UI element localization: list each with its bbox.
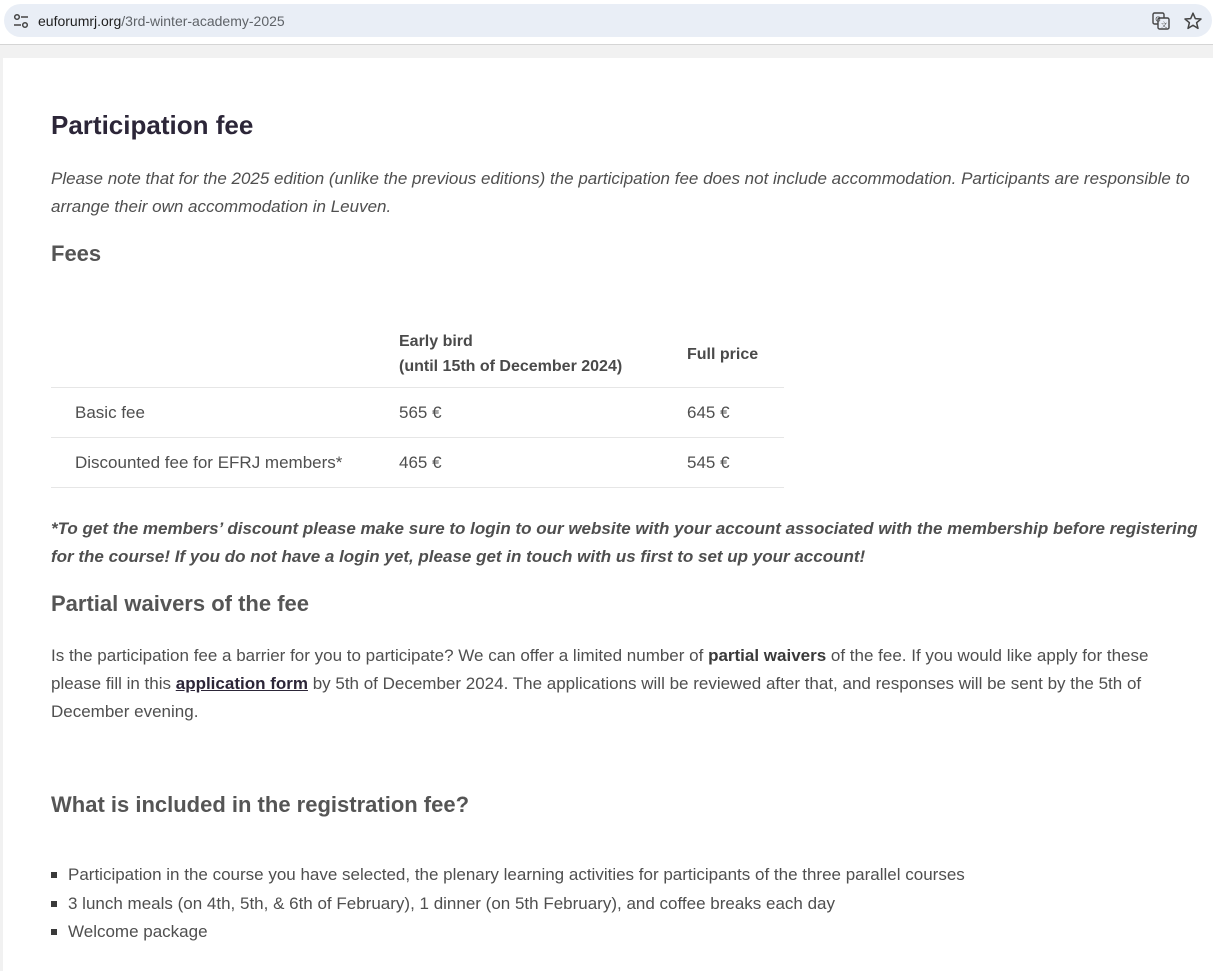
fee-label: Basic fee [51,388,399,438]
page-content [3,58,1213,971]
header-label [51,323,399,388]
browser-toolbar [0,0,1213,44]
early-bird-price: 565 € [399,388,687,438]
included-heading: What is included in the registration fee? [51,792,470,817]
table-row [51,438,784,488]
star-icon[interactable] [1183,11,1203,31]
url-path: /3rd-winter-academy-2025 [121,13,285,29]
list-item-text: Welcome package [68,922,208,941]
full-price: 545 € [687,438,784,488]
url-host: euforumrj.org [38,13,122,29]
header-early-line1: Early bird [399,333,473,350]
svg-text:文: 文 [1160,21,1168,30]
fee-table [51,323,784,488]
header-full-price: Full price [687,345,759,363]
list-item-text: 3 lunch meals (on 4th, 5th, & 6th of February), 1 dinner (on 5th February), and coffee breaks each day [68,893,836,913]
waivers-heading: Partial waivers of the fee [51,591,309,616]
page-title: Participation fee [51,110,254,140]
bullet-icon [51,929,57,935]
bullet-icon [51,872,57,878]
fees-heading: Fees [51,241,102,266]
bullet-icon [51,901,57,907]
partial-waivers-bold: partial waivers [708,646,827,665]
translate-icon[interactable] [1151,11,1171,31]
fee-label: Discounted fee for EFRJ members* [51,438,399,488]
tune-icon[interactable] [12,12,30,30]
list-item [51,918,965,947]
address-bar[interactable] [4,4,1212,37]
svg-text:G: G [1155,15,1161,24]
waivers-text-3: by 5th of December 2024. The applications will be reviewed after that, and responses will be sent by the 5th of December evening. [51,674,1142,721]
early-bird-price: 465 € [399,438,687,488]
table-row [51,388,784,438]
waivers-paragraph [51,642,1201,726]
waivers-text-2: of the fee. If you would like apply for these please fill in this [51,646,1149,693]
accommodation-note: Please note that for the 2025 edition (unlike the previous editions) the participation fee does not include accommodation. Participants are responsible to arrange their own accommodation in Leuven. [51,169,1190,216]
included-list [51,861,965,947]
url-text[interactable] [38,12,285,30]
members-discount-note: *To get the members’ discount please make sure to login to our website with your account associated with the membership before registering for the course! If you do not have a login yet, please get in touch with us first to set up your account! [51,519,1198,566]
application-form-link[interactable]: application form [175,674,308,693]
page-gutter [0,45,1213,58]
fee-table-header [51,323,784,388]
list-item-text: Participation in the course you have selected, the plenary learning activities for participants of the three parallel courses [68,865,965,884]
header-early-line2: (until 15th of December 2024) [399,358,623,375]
waivers-text-1: Is the participation fee a barrier for you to participate? We can offer a limited number of [51,646,709,665]
header-early-bird [399,323,687,388]
list-item [51,890,965,919]
list-item [51,861,965,890]
full-price: 645 € [687,388,784,438]
